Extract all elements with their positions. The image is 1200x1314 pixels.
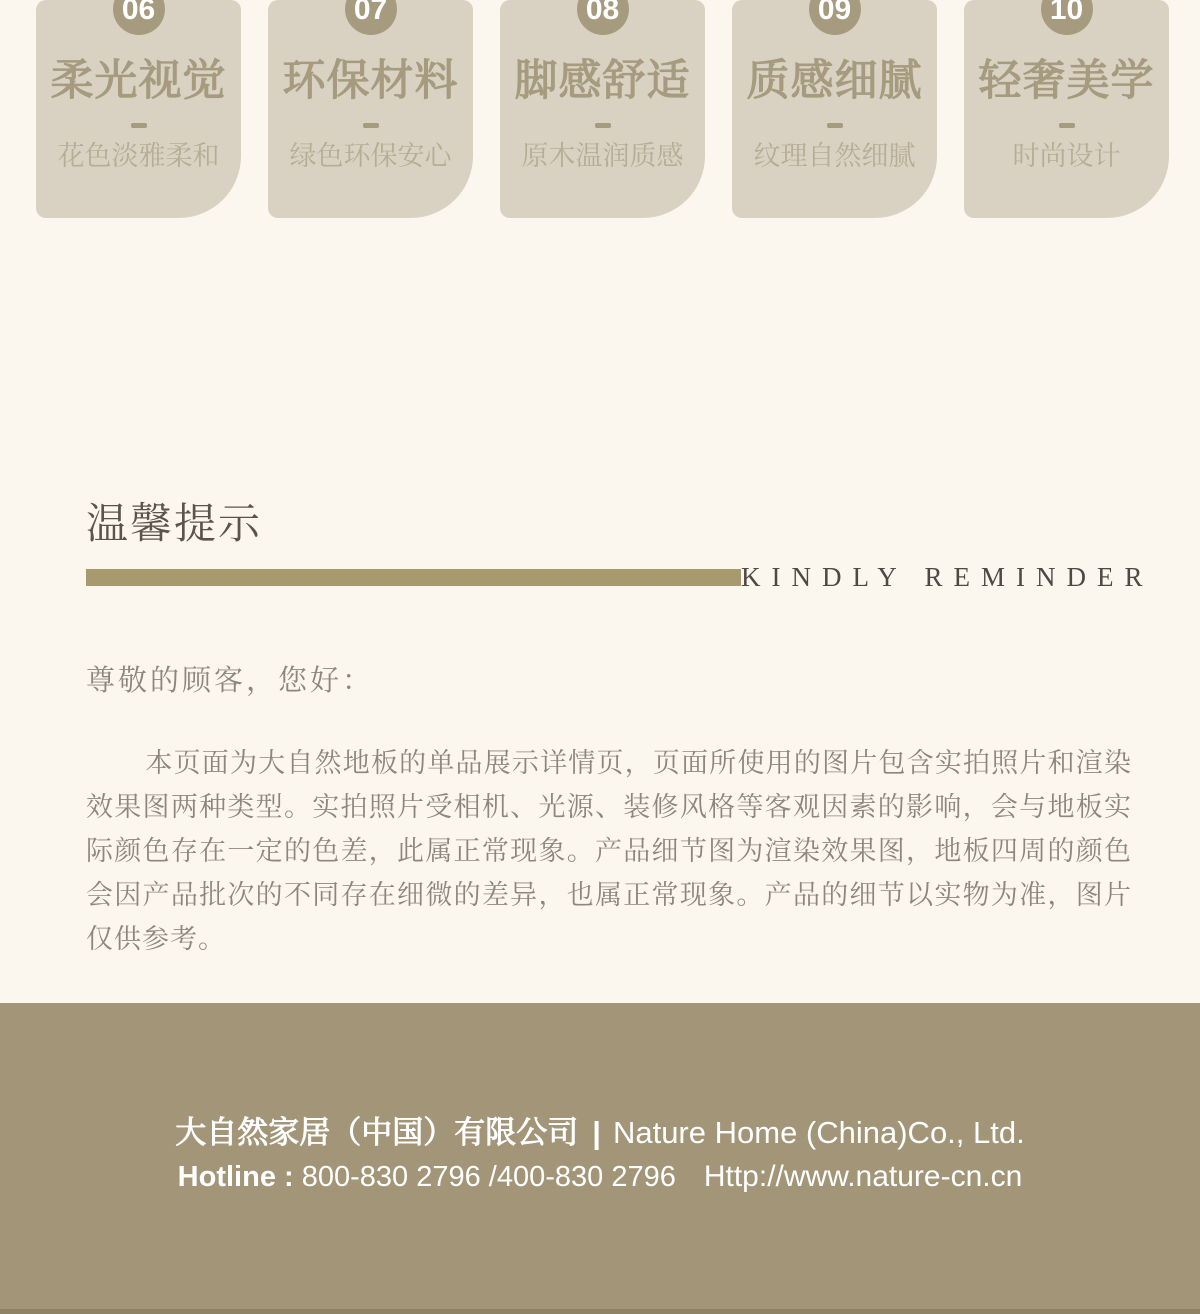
feature-card-fine-texture [732, 0, 937, 218]
divider-dash [1059, 123, 1075, 128]
feature-number-badge [577, 0, 629, 35]
footer-bottom-strip [0, 1309, 1200, 1314]
feature-number: 09 [817, 0, 852, 26]
title-underline-bar [86, 569, 741, 586]
feature-title: 环保材料 [282, 57, 459, 105]
feature-subtitle: 纹理自然细腻 [753, 141, 916, 171]
feature-number: 08 [585, 0, 620, 26]
feature-number-badge [113, 0, 165, 35]
feature-title: 质感细腻 [746, 57, 923, 105]
feature-subtitle: 时尚设计 [1012, 141, 1121, 171]
section-title-cn: 温馨提示 [86, 500, 263, 547]
divider-dash [595, 123, 611, 128]
feature-number-badge [345, 0, 397, 35]
contact-line [0, 1160, 1200, 1194]
feature-subtitle: 绿色环保安心 [289, 141, 452, 171]
feature-subtitle: 花色淡雅柔和 [57, 141, 220, 171]
divider-dash [827, 123, 843, 128]
feature-card-light-luxury [964, 0, 1169, 218]
feature-cards-section [0, 0, 1200, 218]
separator-bar: | [592, 1115, 601, 1150]
divider-dash [363, 123, 379, 128]
feature-title: 脚感舒适 [514, 57, 691, 105]
feature-card-soft-light [36, 0, 241, 218]
company-footer [0, 1003, 1200, 1314]
feature-card-eco-material [268, 0, 473, 218]
company-name-en: Nature Home (China)Co., Ltd. [612, 1115, 1025, 1150]
company-name-line [0, 1115, 1200, 1151]
feature-number: 10 [1049, 0, 1084, 26]
divider-dash [131, 123, 147, 128]
title-underline-row [86, 562, 1154, 593]
feature-number: 06 [121, 0, 156, 26]
kindly-reminder-section [0, 500, 1200, 961]
feature-number-badge [1041, 0, 1093, 35]
notice-paragraph: 本页面为大自然地板的单品展示详情页，页面所使用的图片包含实拍照片和渲染效果图两种类型。实拍照片受相机、光源、装修风格等客观因素的影响，会与地板实际颜色存在一定的色差，此属正常现象。产品细节图为渲染效果图，地板四周的颜色会因产品批次的不同存在细微的差异，也属正常现象。产品的细节以实物为准，图片仅供参考。 [86, 748, 1132, 954]
feature-number: 07 [353, 0, 388, 26]
hotline-label: Hotline : [177, 1161, 302, 1193]
website-url: Http://www.nature-cn.cn [703, 1160, 1023, 1193]
hotline-numbers: 800-830 2796 /400-830 2796 [301, 1161, 676, 1193]
feature-number-badge [809, 0, 861, 35]
section-title-en: KINDLY REMINDER [741, 562, 1154, 592]
feature-card-comfort [500, 0, 705, 218]
feature-title: 柔光视觉 [50, 57, 227, 105]
customer-greeting: 尊敬的顾客，您好： [86, 665, 375, 697]
feature-title: 轻奢美学 [978, 57, 1155, 105]
feature-subtitle: 原木温润质感 [521, 141, 684, 171]
company-name-cn: 大自然家居（中国）有限公司 [175, 1115, 579, 1150]
